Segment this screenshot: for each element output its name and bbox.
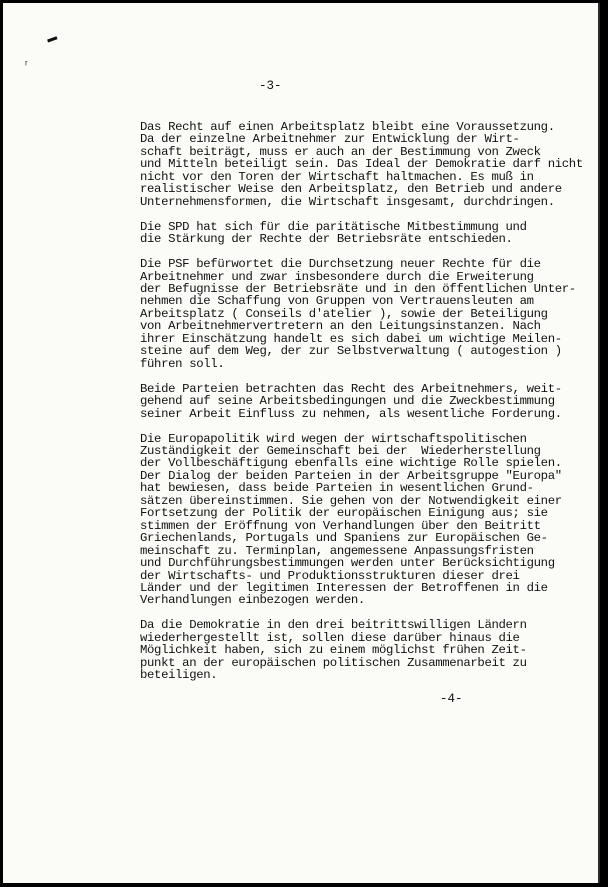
text-line: die Stärkung der Rechte der Betriebsräte entschieden. <box>140 232 513 247</box>
text-line: sätzen übereinstimmen. Sie gehen von der Notwendigkeit einer <box>140 493 562 508</box>
text-line: Griechenlands, Portugals und Spaniens zur Europäischen Ge- <box>140 531 548 546</box>
text-line: nehmen die Schaffung von Gruppen von Vertrauensleuten am <box>140 294 534 309</box>
text-line: und Mitteln beteiligt sein. Das Ideal der Demokratie darf nicht <box>140 157 583 172</box>
paragraph <box>140 120 583 209</box>
document-page <box>3 3 600 883</box>
text-line: Beide Parteien betrachten das Recht des Arbeitnehmers, weit- <box>140 381 562 396</box>
text-line: realistischer Weise den Arbeitsplatz, den Betrieb und andere <box>140 182 562 197</box>
text-line: beteiligen. <box>140 668 218 683</box>
text-line: Fortsetzung der Politik der europäischen Einigung aus; sie <box>140 506 548 521</box>
paragraph <box>140 383 560 420</box>
text-line: Zuständigkeit der Gemeinschaft bei der Wiederherstellung <box>140 443 541 458</box>
text-line: der Wirtschafts- und Produktionsstrukturen dieser drei <box>140 568 520 583</box>
scan-speck: ʳ <box>25 59 28 71</box>
text-line: Arbeitsplatz ( Conseils d'atelier ), sowie der Beteiligung <box>140 306 548 321</box>
text-line: ihrer Einschätzung handelt es sich dabei um wichtige Meilen- <box>140 331 562 346</box>
text-line: Da der einzelne Arbeitnehmer zur Entwicklung der Wirt- <box>140 132 520 147</box>
text-line: von Arbeitnehmervertretern an den Leitungsinstanzen. Nach <box>140 319 541 334</box>
text-line: Die PSF befürwortet die Durchsetzung neuer Rechte für die <box>140 257 541 272</box>
text-line: nicht vor den Toren der Wirtschaft haltmachen. Es muß in <box>140 169 534 184</box>
text-line: Unternehmensformen, die Wirtschaft insgesamt, durchdringen. <box>140 194 555 209</box>
text-line: Der Dialog der beiden Parteien in der Arbeitsgruppe "Europa" <box>140 468 562 483</box>
text-line: stimmen der Eröffnung von Verhandlungen über den Beitritt <box>140 518 541 533</box>
text-line: und Durchführungsbestimmungen werden unter Berücksichtigung <box>140 556 555 571</box>
text-line: Möglichkeit haben, sich zu einem möglichst frühen Zeit- <box>140 643 527 658</box>
text-line: Verhandlungen einbezogen werden. <box>140 593 365 608</box>
text-line: der Befugnisse der Betriebsräte und in den öffentlichen Unter- <box>140 281 576 296</box>
paragraph <box>140 257 576 371</box>
page-number: -3- <box>259 79 282 93</box>
text-line: hat bewiesen, dass beide Parteien in wesentlichen Grund- <box>140 481 534 496</box>
text-line: steine auf dem Weg, der zur Selbstverwaltung ( autogestion ) <box>140 344 562 359</box>
paragraph <box>140 221 560 246</box>
text-line: Das Recht auf einen Arbeitsplatz bleibt eine Voraussetzung. <box>140 120 555 134</box>
paragraph <box>140 619 560 681</box>
text-line: punkt an der europäischen politischen Zusammenarbeit zu <box>140 655 527 670</box>
text-line: Da die Demokratie in den drei beitrittswilligen Ländern <box>140 618 527 633</box>
text-line: Die SPD hat sich für die paritätische Mitbestimmung und <box>140 219 527 234</box>
text-line: der Vollbeschäftigung ebenfalls eine wichtige Rolle spielen. <box>140 456 562 471</box>
text-line: gehend auf seine Arbeitsbedingungen und die Zweckbestimmung <box>140 394 555 409</box>
text-line: führen soll. <box>140 356 225 371</box>
text-line: wiederhergestellt ist, sollen diese darüber hinaus die <box>140 630 520 645</box>
text-line: Arbeitnehmer und zwar insbesondere durch die Erweiterung <box>140 269 534 284</box>
document-body <box>140 120 583 694</box>
text-line: meinschaft zu. Terminplan, angemessene Anpassungsfristen <box>140 543 534 558</box>
scan-speck: ▬ <box>45 31 59 46</box>
text-line: Länder und der legitimen Interessen der Betroffenen in die <box>140 580 548 595</box>
text-line: schaft beiträgt, muss er auch an der Bestimmung von Zweck <box>140 144 541 159</box>
paragraph <box>140 433 560 607</box>
text-line: Die Europapolitik wird wegen der wirtschaftspolitischen <box>140 431 527 446</box>
text-line: seiner Arbeit Einfluss zu nehmen, als wesentliche Forderung. <box>140 406 562 421</box>
next-page-marker: -4- <box>440 692 463 706</box>
